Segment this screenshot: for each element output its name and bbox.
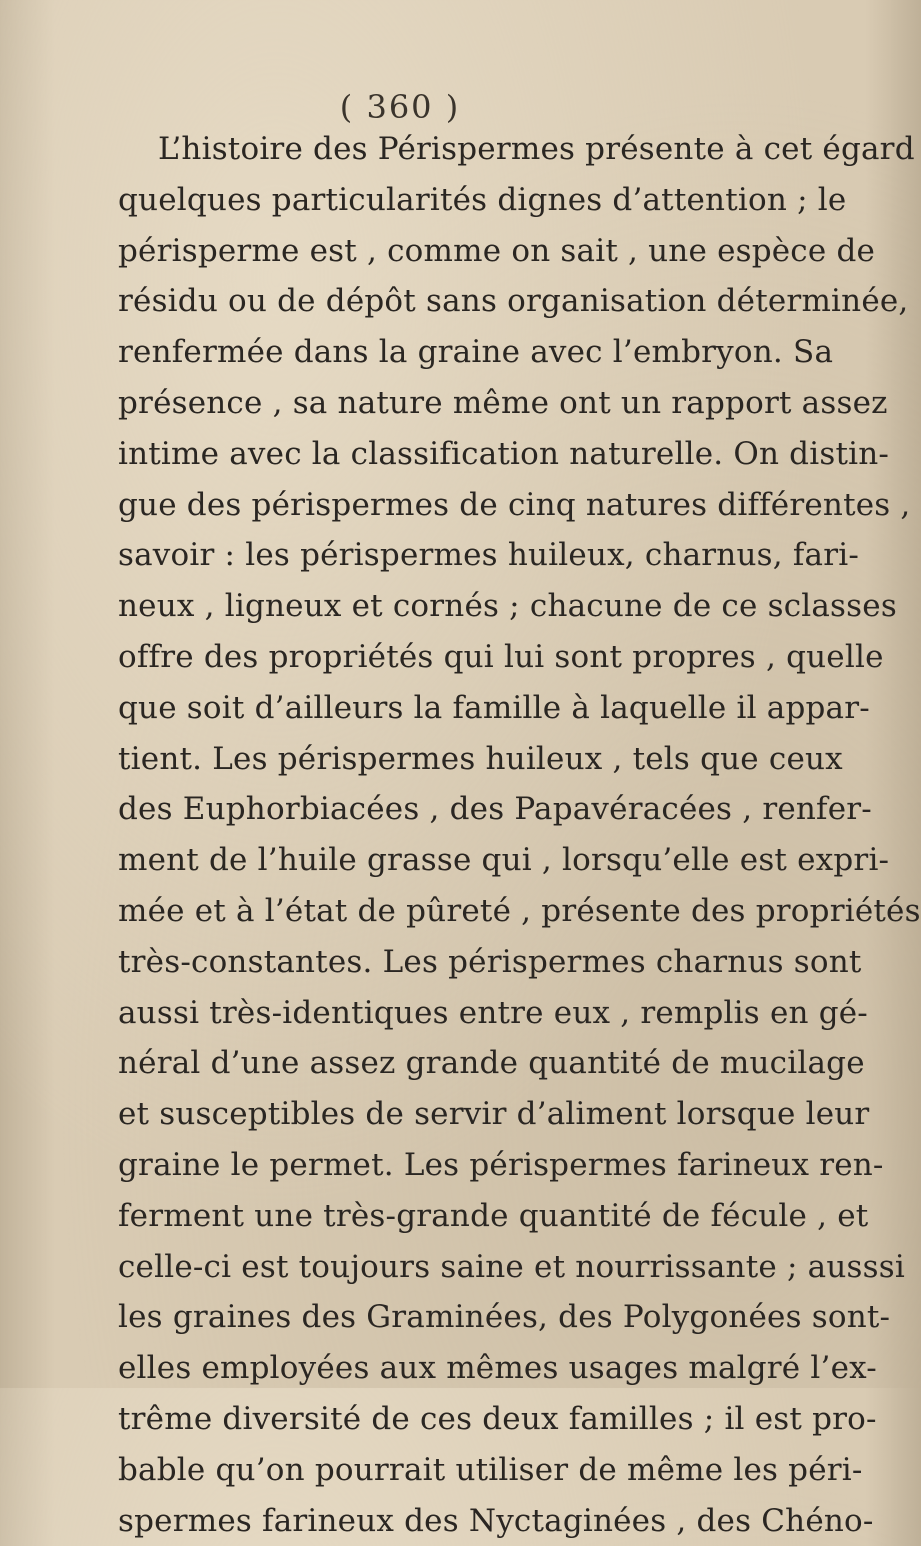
text-line: que soit d’ailleurs la famille à laquelle il appar- [118, 689, 870, 726]
text-line: intime avec la classification naturelle. On distin- [118, 435, 890, 472]
text-line: gue des périspermes de cinq natures différentes , [118, 486, 911, 523]
text-line: quelques particularités dignes d’attention ; le [118, 181, 847, 218]
text-line: mée et à l’état de pûreté , présente des propriétés [118, 892, 921, 929]
text-line: bable qu’on pourrait utiliser de même les péri- [118, 1451, 863, 1488]
text-line: elles employées aux mêmes usages malgré l’ex- [118, 1350, 877, 1387]
text-line: les graines des Graminées, des Polygonées sont- [118, 1299, 891, 1336]
text-line: offre des propriétés qui lui sont propres , quelle [118, 638, 884, 675]
text-line: trême diversité de ces deux familles ; il est pro- [118, 1400, 877, 1437]
text-line: tient. Les périspermes huileux , tels que ceux [118, 740, 843, 777]
text-line: graine le permet. Les périspermes farineux ren- [118, 1146, 884, 1183]
text-line: résidu ou de dépôt sans organisation déterminée, [118, 283, 909, 320]
text-line: très-constantes. Les périspermes charnus sont [118, 943, 862, 980]
text-line: périsperme est , comme on sait , une espèce de [118, 232, 876, 269]
text-line: ment de l’huile grasse qui , lorsqu’elle est expri- [118, 842, 890, 879]
text-line: et susceptibles de servir d’aliment lorsque leur [118, 1096, 870, 1133]
page-number: ( 360 ) [339, 88, 461, 126]
text-line: des Euphorbiacées , des Papavéracées , renfer- [118, 791, 872, 828]
text-line: celle-ci est toujours saine et nourrissante ; ausssi [118, 1248, 905, 1285]
text-line: neux , ligneux et cornés ; chacune de ce sclasses [118, 588, 897, 625]
text-line: L’histoire des Périspermes présente à cet égard [158, 131, 915, 167]
text-line: aussi très-identiques entre eux , remplis en gé- [118, 994, 868, 1031]
text-line: savoir : les périspermes huileux, charnus, fari- [118, 537, 860, 574]
paragraph [118, 124, 921, 1546]
text-line: ferment une très-grande quantité de fécule , et [118, 1197, 869, 1234]
text-line: spermes farineux des Nyctaginées , des Chéno- [118, 1502, 874, 1539]
text-line: présence , sa nature même ont un rapport assez [118, 384, 888, 421]
text-line: renfermée dans la graine avec l’embryon. Sa [118, 334, 834, 371]
text-line: néral d’une assez grande quantité de mucilage [118, 1045, 865, 1082]
